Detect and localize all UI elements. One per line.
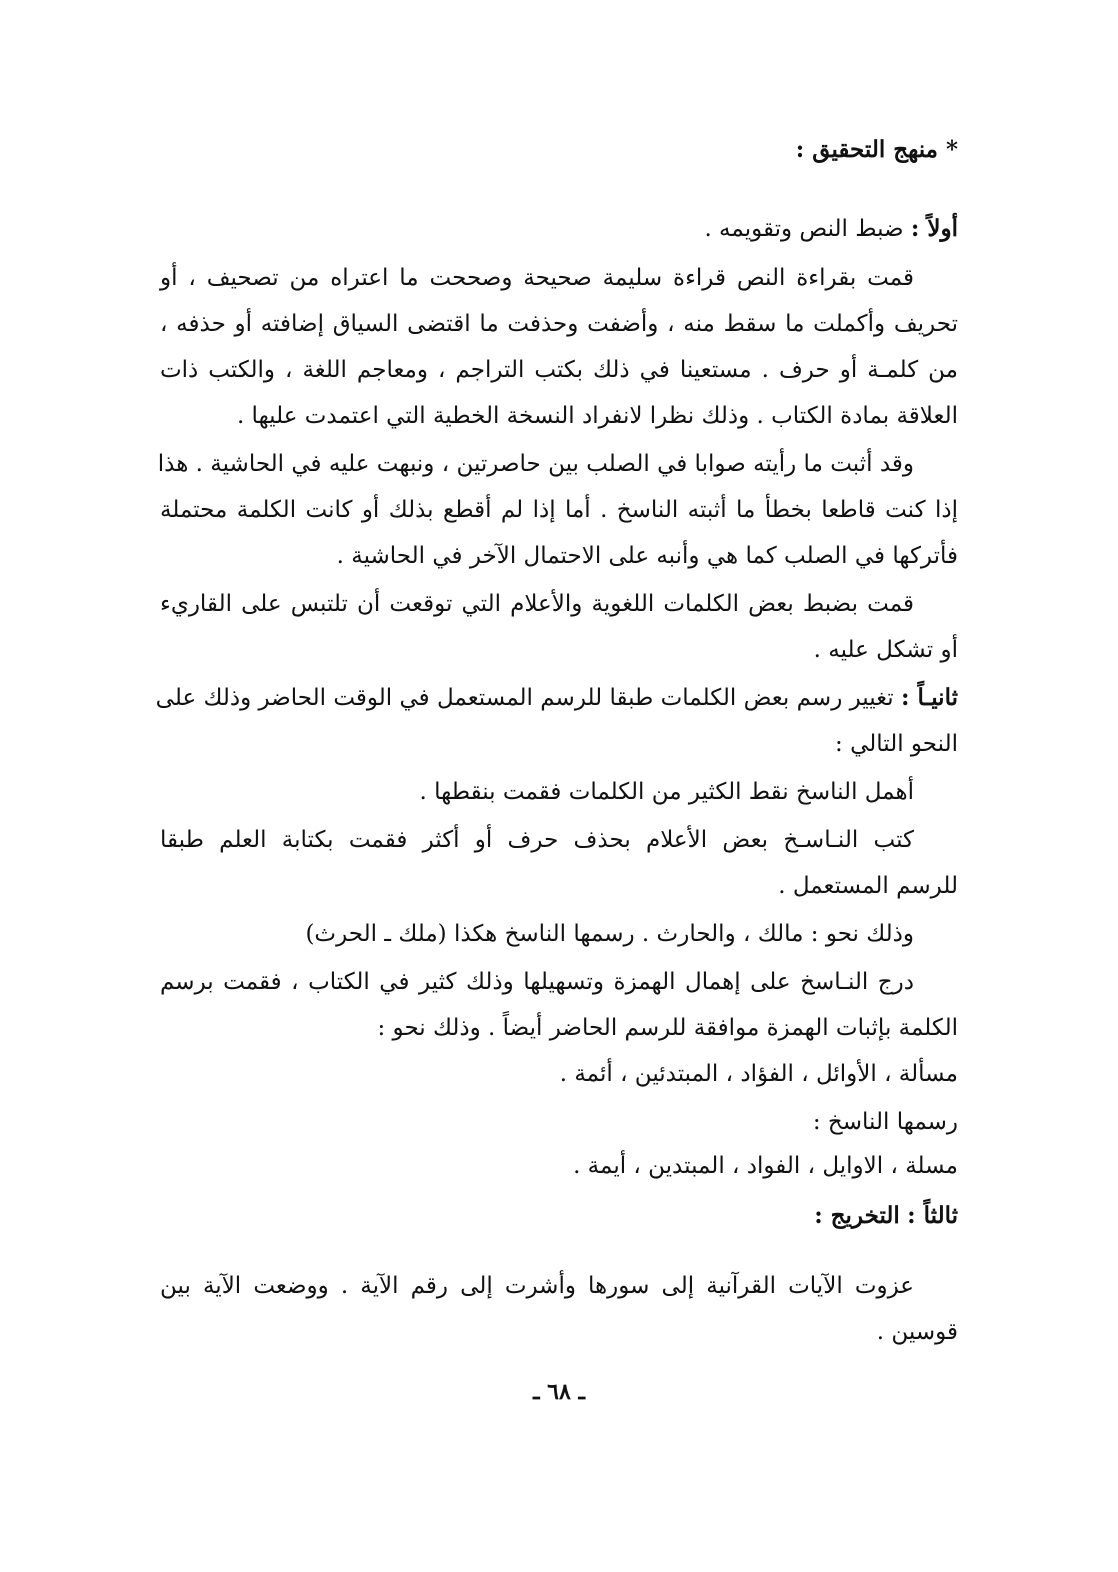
paragraph-line: وقد أثبت ما رأيته صوابا في الصلب بين حاصرتين ، ونبهت عليه في الحاشية . هذا bbox=[157, 451, 914, 477]
page-number: ـ ٦٨ ـ bbox=[533, 1379, 585, 1405]
list-item: درج النـاسخ على إهمال الهمزة وتسهيلها وذلك كثير في الكتاب ، فقمت برسم bbox=[160, 969, 914, 995]
heading-third-text: التخريج : bbox=[814, 1202, 900, 1229]
example-scribe: مسلة ، الاوايل ، الفواد ، المبتدين ، أيمة . bbox=[573, 1153, 958, 1179]
paragraph-line: أو تشكل عليه . bbox=[813, 637, 958, 663]
heading-second bbox=[155, 676, 958, 720]
document-page bbox=[155, 0, 958, 1572]
paragraph-line: قوسين . bbox=[876, 1319, 958, 1345]
heading-third bbox=[160, 1194, 958, 1238]
paragraph-line: قمت بضبط بعض الكلمات اللغوية والأعلام التي توقعت أن تلتبس على القاريء bbox=[160, 591, 914, 617]
paragraph-line: إذا كنت قاطعا بخطأ ما أثبته الناسخ . أما إذا لم أقطع بذلك أو كانت الكلمة محتملة bbox=[160, 497, 958, 523]
paragraph-line: قمت بقراءة النص قراءة سليمة صحيحة وصححت ما اعتراه من تصحيف ، أو bbox=[160, 265, 914, 291]
list-item: كتب النـاسـخ بعض الأعلام بحذف حرف أو أكثر فقمت بكتابة العلم طبقا bbox=[160, 827, 914, 853]
paragraph-line: تحريف وأكملت ما سقط منه ، وأضفت وحذفت ما اقتضى السياق إضافته أو حذفه ، bbox=[160, 311, 958, 337]
list-item: أهمل الناسخ نقط الكثير من الكلمات فقمت بنقطها . bbox=[419, 779, 914, 805]
example-correct: مسألة ، الأوائل ، الفؤاد ، المبتدئين ، أئمة . bbox=[559, 1061, 958, 1087]
paragraph-line: فأتركها في الصلب كما هي وأنبه على الاحتمال الآخر في الحاشية . bbox=[336, 543, 958, 569]
paragraph-line: الكلمة بإثبات الهمزة موافقة للرسم الحاضر أيضاً . وذلك نحو : bbox=[377, 1015, 958, 1041]
paragraph-line: العلاقة بمادة الكتاب . وذلك نظرا لانفراد النسخة الخطية التي اعتمدت عليها . bbox=[236, 403, 958, 429]
section-title: * منهج التحقيق : bbox=[795, 136, 958, 163]
heading-first bbox=[160, 207, 958, 251]
heading-first-label: أولاً : bbox=[910, 215, 958, 242]
paragraph-line: النحو التالي : bbox=[835, 731, 958, 757]
heading-first-text: ضبط النص وتقويمه . bbox=[704, 216, 904, 242]
paragraph-line: عزوت الآيات القرآنية إلى سورها وأشرت إلى رقم الآية . ووضعت الآية بين bbox=[160, 1273, 914, 1299]
example-label: رسمها الناسخ : bbox=[812, 1109, 958, 1135]
heading-third-label: ثالثاً : bbox=[907, 1202, 958, 1229]
heading-second-text: تغيير رسم بعض الكلمات طبقا للرسم المستعمل في الوقت الحاضر وذلك على bbox=[155, 685, 894, 711]
paragraph-line: للرسم المستعمل . bbox=[778, 873, 958, 899]
list-item: وذلك نحو : مالك ، والحارث . رسمها الناسخ هكذا (ملك ـ الحرث) bbox=[305, 921, 914, 947]
paragraph-line: من كلمـة أو حرف . مستعينا في ذلك بكتب التراجم ، ومعاجم اللغة ، والكتب ذات bbox=[160, 357, 958, 383]
heading-second-label: ثانيـاً : bbox=[901, 684, 958, 711]
